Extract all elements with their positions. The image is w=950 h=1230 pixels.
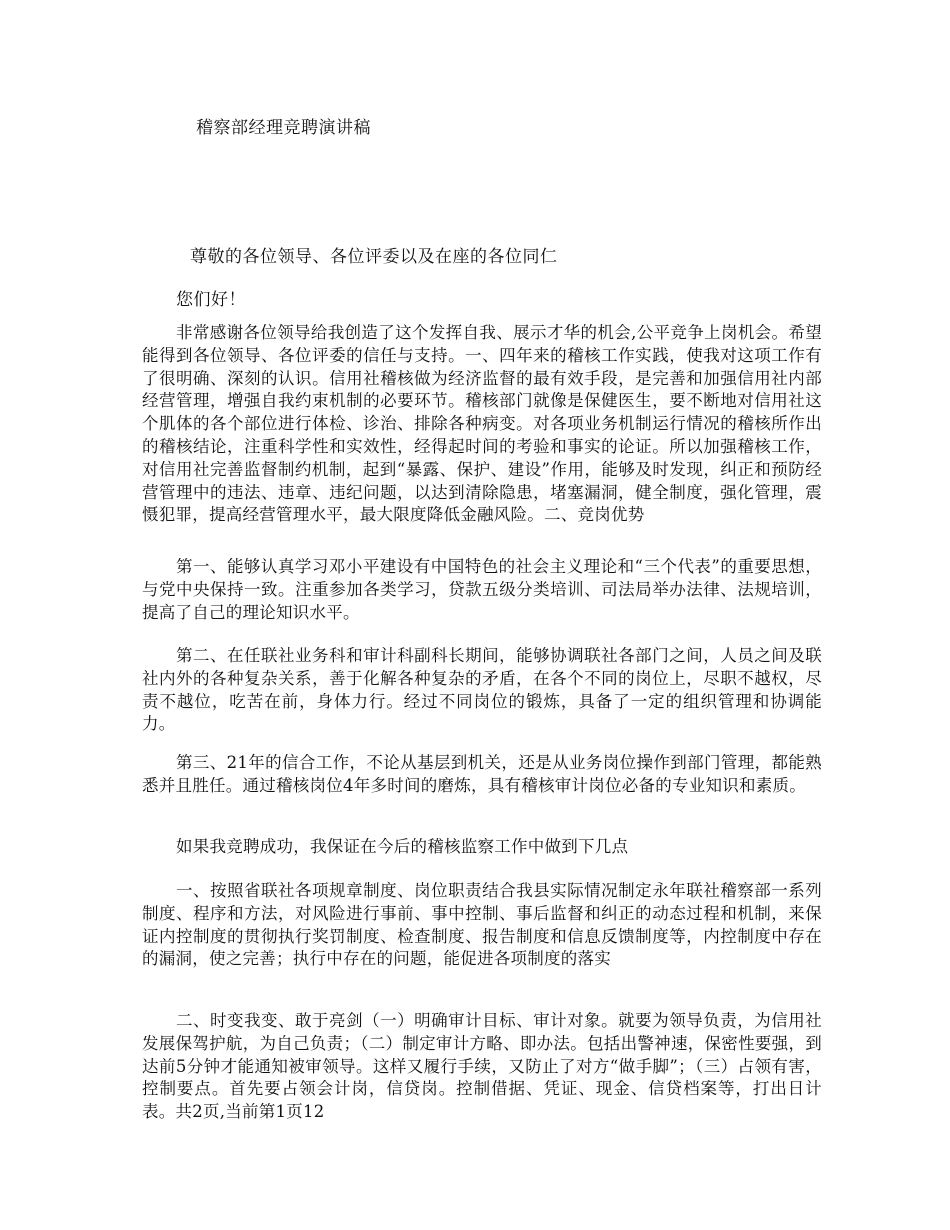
paragraph-intro: 非常感谢各位领导给我创造了这个发挥自我、展示才华的机会,公平竞争上岗机会。希望能得到各位领导、各位评委的信任与支持。一、四年来的稽核工作实践，使我对这项工作有了很明确、深刻的认识。信用社稽核做为经济监督的最有效手段，是完善和加强信用社内部经营管理，增强自我约束机制的必要环节。稽核部门就像是保健医生，要不断地对信用社这个肌体的各个部位进行体检、诊治、排除各种病变。对各项业务机制运行情况的稽核所作出的稽核结论，注重科学性和实效性，经得起时间的考验和事实的论证。所以加强稽核工作，对信用社完善监督制约机制，起到“暴露、保护、建设”作用，能够及时发现，纠正和预防经营管理中的违法、违章、违纪问题，以达到清除隐患，堵塞漏洞，健全制度，强化管理，震慑犯罪，提高经营管理水平，最大限度降低金融风险。二、竞岗优势 bbox=[142, 323, 822, 525]
paragraph-commitment-intro: 如果我竞聘成功，我保证在今后的稽核监察工作中做到下几点 bbox=[176, 837, 629, 856]
document-title: 稽察部经理竞聘演讲稿 bbox=[196, 118, 371, 138]
paragraph-commitment-one: 一、按照省联社各项规章制度、岗位职责结合我县实际情况制定永年联社稽察部一系列制度、程序和方法，对风险进行事前、事中控制、事后监督和纠正的动态过程和机制，来保证内控制度的贯彻执行奖罚制度、检查制度、报告制度和信息反馈制度等，内控制度中存在的漏洞，使之完善；执行中存在的问题，能促进各项制度的落实 bbox=[142, 881, 822, 969]
paragraph-third-advantage: 第三、21年的信合工作，不论从基层到机关，还是从业务岗位操作到部门管理，都能熟悉并且胜任。通过稽核岗位4年多时间的磨炼，具有稽核审计岗位必备的专业知识和素质。 bbox=[142, 753, 822, 795]
paragraph-second-advantage: 第二、在任联社业务科和审计科副科长期间，能够协调联社各部门之间，人员之间及联社内外的各种复杂关系，善于化解各种复杂的矛盾，在各个不同的岗位上，尽职不越权，尽责不越位，吃苦在前，身体力行。经过不同岗位的锻炼，具备了一定的组织管理和协调能力。 bbox=[142, 646, 822, 734]
greeting-line: 您们好！ bbox=[176, 290, 246, 310]
salutation: 尊敬的各位领导、各位评委以及在座的各位同仁 bbox=[190, 247, 558, 267]
paragraph-commitment-two: 二、时变我变、敢于亮剑（一）明确审计目标、审计对象。就要为领导负责，为信用社发展保驾护航，为自己负责；（二）制定审计方略、即办法。包括出警神速，保密性要强，到达前5分钟才能通知被审领导。这样又履行手续，又防止了对方“做手脚”；（三）占领有害，控制要点。首先要占领会计岗，信贷岗。控制借据、凭证、现金、信贷档案等，打出日计表。共2页,当前第1页12 bbox=[142, 1011, 822, 1122]
paragraph-first-advantage: 第一、能够认真学习邓小平建设有中国特色的社会主义理论和“三个代表”的重要思想，与党中央保持一致。注重参加各类学习，贷款五级分类培训、司法局举办法律、法规培训，提高了自己的理论知识水平。 bbox=[142, 557, 822, 622]
